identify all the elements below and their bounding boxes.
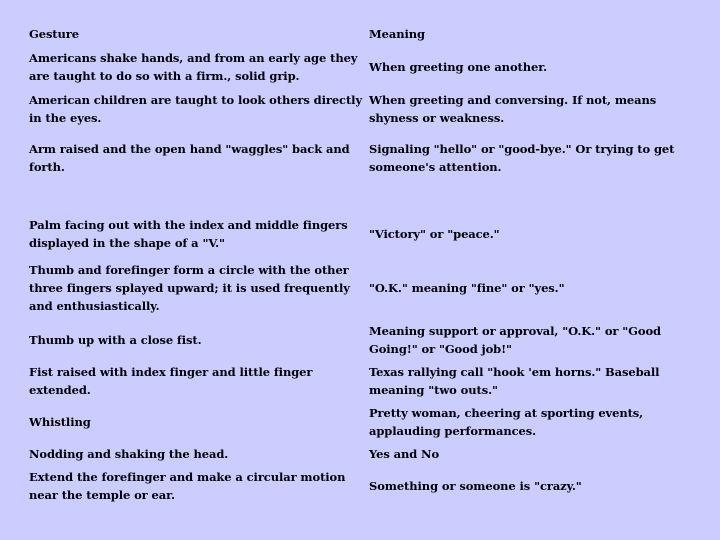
gesture-cell: Arm raised and the open hand "waggles" back and forth. xyxy=(29,142,350,174)
table-row xyxy=(0,444,720,464)
gesture-cell: American children are taught to look others directly in the eyes. xyxy=(29,93,363,125)
meaning-cell: "Victory" or "peace." xyxy=(369,227,500,241)
gesture-cell: Thumb and forefinger form a circle with the other three fingers splayed upward; it is used frequently and enthusiastically. xyxy=(29,263,350,313)
table-header xyxy=(0,22,720,46)
meaning-cell: Texas rallying call "hook 'em horns." Baseball meaning "two outs." xyxy=(369,365,660,397)
gesture-cell: Whistling xyxy=(29,415,91,429)
meaning-cell: Pretty woman, cheering at sporting events, applauding performances. xyxy=(369,406,644,438)
gesture-cell: Fist raised with index finger and little finger extended. xyxy=(29,365,313,397)
gesture-cell: Americans shake hands, and from an early age they are taught to do so with a firm., solid grip. xyxy=(29,51,358,83)
table-row xyxy=(0,466,720,506)
gesture-cell: Extend the forefinger and make a circular motion near the temple or ear. xyxy=(29,470,346,502)
meaning-cell: Meaning support or approval, "O.K." or "Good Going!" or "Good job!" xyxy=(369,324,661,356)
table-row xyxy=(0,402,720,442)
table-row xyxy=(0,320,720,360)
meaning-cell: When greeting one another. xyxy=(369,60,548,74)
meaning-cell: Signaling "hello" or "good-bye." Or trying to get someone's attention. xyxy=(369,142,675,174)
gesture-cell: Thumb up with a close fist. xyxy=(29,333,202,347)
meaning-cell: Something or someone is "crazy." xyxy=(369,479,582,493)
gesture-cell: Palm facing out with the index and middle fingers displayed in the shape of a "V." xyxy=(29,218,348,250)
meaning-cell: Yes and No xyxy=(369,447,440,461)
header-meaning: Meaning xyxy=(369,27,425,41)
table-row xyxy=(0,214,720,254)
table-row xyxy=(0,47,720,87)
header-gesture: Gesture xyxy=(29,27,79,41)
table-row xyxy=(0,260,720,316)
table-row xyxy=(0,361,720,401)
gesture-cell: Nodding and shaking the head. xyxy=(29,447,229,461)
meaning-cell: When greeting and conversing. If not, means shyness or weakness. xyxy=(369,93,657,125)
meaning-cell: "O.K." meaning "fine" or "yes." xyxy=(369,281,565,295)
table-row xyxy=(0,89,720,129)
table-row xyxy=(0,138,720,178)
